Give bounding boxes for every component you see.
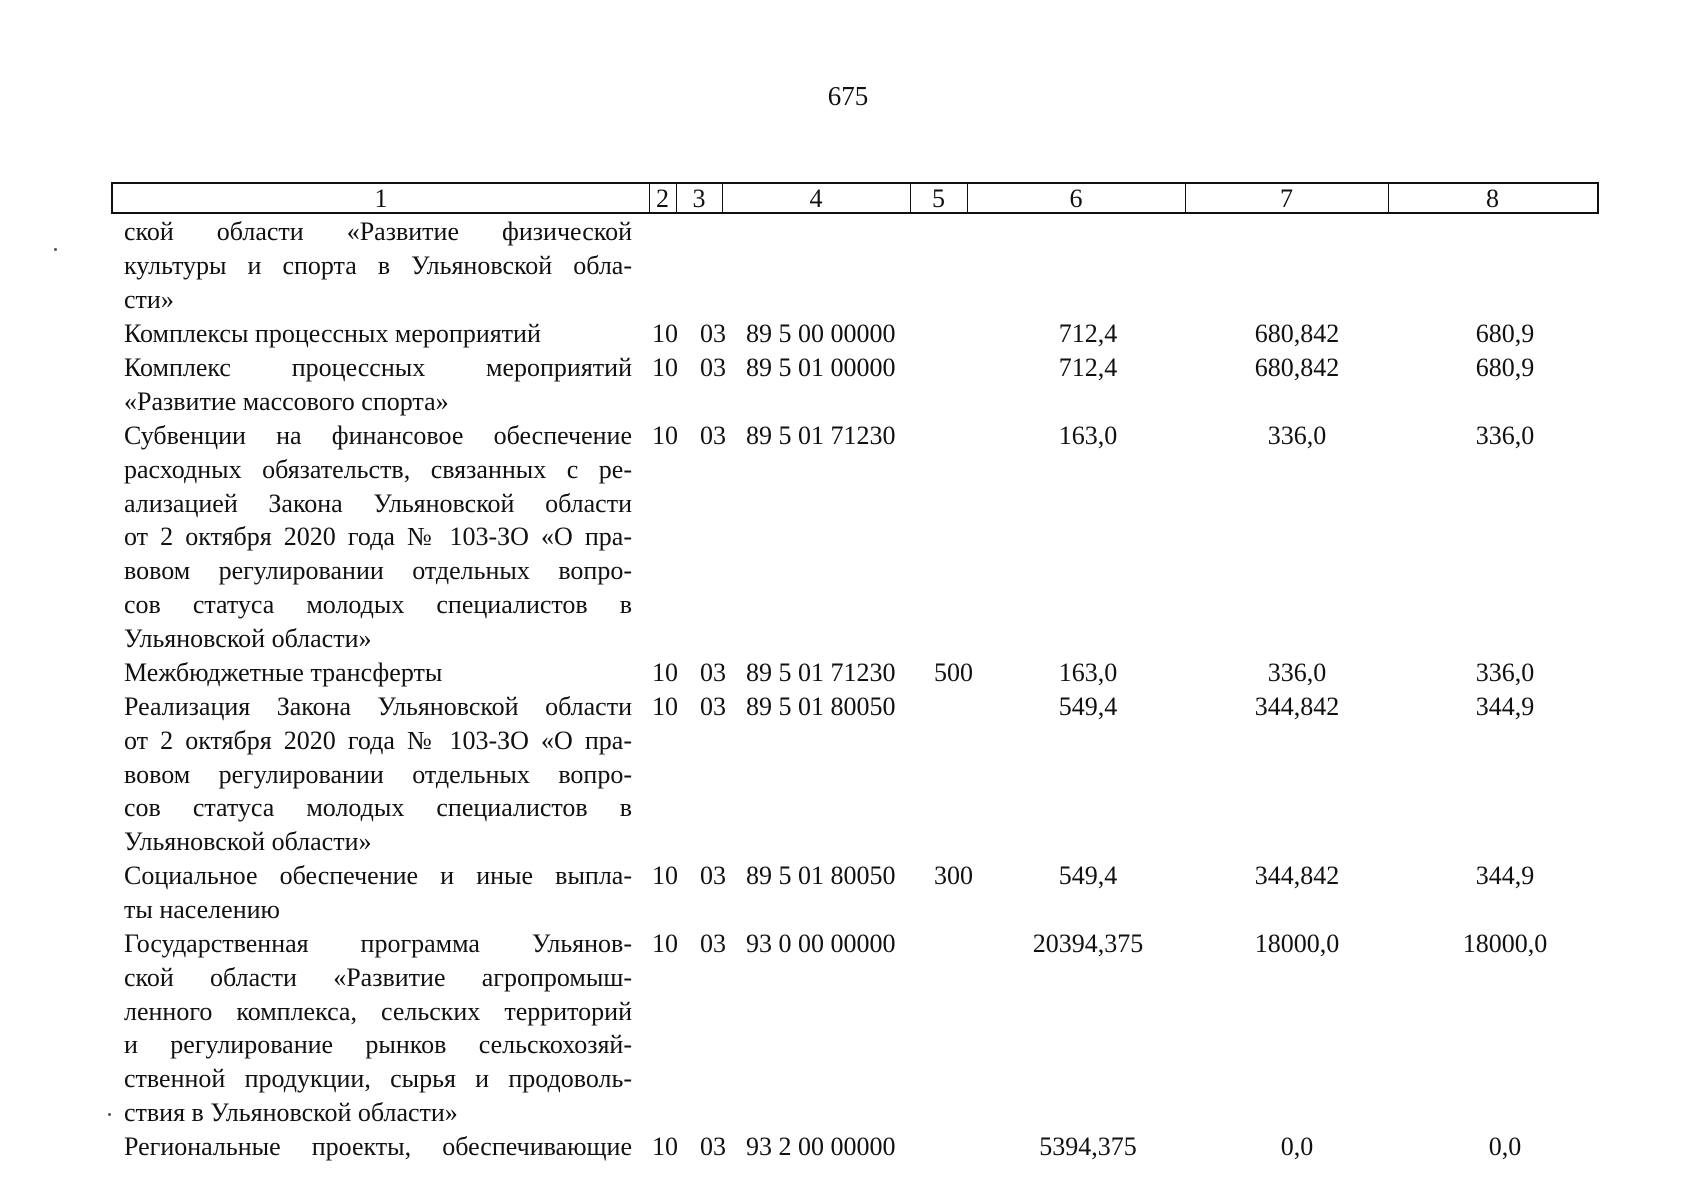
row-subsection: 03: [700, 1132, 726, 1161]
row-name-line: Региональные проекты, обеспечивающие: [124, 1132, 632, 1161]
header-col-5: 5: [932, 184, 945, 213]
header-col-6: 6: [1069, 184, 1083, 213]
row-amount-col7: 18000,0: [1254, 929, 1340, 958]
row-section: 10: [652, 929, 678, 958]
row-amount-col6: 163,0: [1058, 658, 1118, 687]
row-amount-col6: 712,4: [1058, 353, 1118, 382]
row-amount-col7: 0,0: [1280, 1132, 1314, 1161]
row-expense-type: 500: [934, 658, 973, 687]
row-target-code: 93 2 00 00000: [746, 1132, 896, 1161]
row-name: [124, 927, 632, 1130]
row-amount-col7: 680,842: [1254, 319, 1340, 348]
header-col-1: 1: [374, 184, 388, 213]
row-name: [124, 690, 632, 859]
row-name: [124, 859, 632, 927]
row-amount-col8: 680,9: [1475, 353, 1535, 382]
row-name-line: «Развитие массового спорта»: [124, 386, 449, 416]
row-amount-col8: 18000,0: [1462, 929, 1548, 958]
row-name-line: ленного комплекса, сельских территорий: [124, 996, 632, 1026]
row-name-line: вовом регулировании отдельных вопро-: [124, 556, 632, 586]
row-subsection: 03: [700, 658, 726, 687]
row-name-line: сти»: [124, 284, 174, 314]
row-amount-col8: 344,9: [1475, 861, 1535, 890]
row-amount-col8: 680,9: [1475, 319, 1535, 348]
row-amount-col8: 336,0: [1475, 658, 1535, 687]
row-amount-col6: 549,4: [1058, 861, 1118, 890]
row-name-line: Реализация Закона Ульяновской области: [124, 692, 632, 721]
scan-speck: [108, 1113, 111, 1116]
row-expense-type: 300: [934, 861, 973, 890]
row-name-line: Комплекс процессных мероприятий: [124, 353, 632, 382]
row-name-line: ствия в Ульяновской области»: [124, 1097, 458, 1127]
row-name-line: и регулирование рынков сельскохозяй-: [124, 1030, 632, 1060]
row-amount-col6: 5394,375: [1039, 1132, 1137, 1161]
row-subsection: 03: [700, 929, 726, 958]
row-amount-col8: 344,9: [1475, 692, 1535, 721]
row-amount-col6: 163,0: [1058, 421, 1118, 450]
row-amount-col7: 680,842: [1254, 353, 1340, 382]
row-name: [124, 351, 632, 419]
row-name-line: от 2 октября 2020 года № 103-ЗО «О пра-: [124, 725, 632, 755]
row-amount-col8: 0,0: [1488, 1132, 1522, 1161]
row-amount-col6: 20394,375: [1032, 929, 1144, 958]
row-amount-col7: 344,842: [1254, 861, 1340, 890]
row-amount-col6: 712,4: [1058, 319, 1118, 348]
row-name-line: Социальное обеспечение и иные выпла-: [124, 861, 632, 890]
row-target-code: 89 5 01 80050: [746, 692, 896, 721]
row-amount-col8: 336,0: [1475, 421, 1535, 450]
scan-speck: [54, 248, 57, 251]
row-section: 10: [652, 861, 678, 890]
row-target-code: 93 0 00 00000: [746, 929, 896, 958]
row-target-code: 89 5 01 71230: [746, 658, 896, 687]
row-target-code: 89 5 00 00000: [746, 319, 896, 348]
row-name: [124, 656, 632, 690]
row-subsection: 03: [700, 319, 726, 348]
row-section: 10: [652, 421, 678, 450]
row-name-line: Субвенции на финансовое обеспечение: [124, 421, 632, 450]
row-target-code: 89 5 01 00000: [746, 353, 896, 382]
row-amount-col7: 336,0: [1267, 658, 1327, 687]
row-name-line: вовом регулировании отдельных вопро-: [124, 759, 632, 789]
row-subsection: 03: [700, 421, 726, 450]
row-name-line: Ульяновской области»: [124, 623, 372, 653]
header-col-2: 2: [656, 184, 669, 213]
row-section: 10: [652, 658, 678, 687]
row-name: [124, 1130, 632, 1164]
row-section: 10: [652, 319, 678, 348]
row-amount-col6: 549,4: [1058, 692, 1118, 721]
header-col-8: 8: [1486, 184, 1499, 213]
row-amount-col7: 336,0: [1267, 421, 1327, 450]
row-name: [124, 419, 632, 656]
row-name-line: Ульяновской области»: [124, 827, 372, 857]
row-name-line: ской области «Развитие агропромыш-: [124, 962, 632, 992]
row-name-line: Комплексы процессных мероприятий: [124, 319, 541, 348]
row-name: [124, 215, 632, 316]
page-number: 675: [827, 81, 869, 111]
header-col-4: 4: [809, 184, 823, 213]
row-name-line: сов статуса молодых специалистов в: [124, 793, 632, 823]
row-name-line: Государственная программа Ульянов-: [124, 929, 632, 958]
row-section: 10: [652, 353, 678, 382]
row-subsection: 03: [700, 861, 726, 890]
row-name-line: Межбюджетные трансферты: [124, 658, 443, 687]
row-name: [124, 317, 632, 351]
row-name-line: культуры и спорта в Ульяновской обла-: [124, 250, 632, 280]
row-name-line: ственной продукции, сырья и продоволь-: [124, 1064, 632, 1094]
row-subsection: 03: [700, 353, 726, 382]
row-name-line: ты населению: [124, 894, 280, 924]
row-subsection: 03: [700, 692, 726, 721]
row-section: 10: [652, 1132, 678, 1161]
header-col-7: 7: [1280, 184, 1293, 213]
row-name-line: расходных обязательств, связанных с ре-: [124, 454, 632, 484]
table-header: [111, 182, 1599, 214]
row-target-code: 89 5 01 80050: [746, 861, 896, 890]
row-name-line: ской области «Развитие физической: [124, 217, 632, 246]
row-amount-col7: 344,842: [1254, 692, 1340, 721]
header-col-3: 3: [692, 184, 706, 213]
row-name-line: сов статуса молодых специалистов в: [124, 589, 632, 619]
row-name-line: от 2 октября 2020 года № 103-ЗО «О пра-: [124, 522, 632, 552]
row-name-line: ализацией Закона Ульяновской области: [124, 488, 632, 518]
row-section: 10: [652, 692, 678, 721]
row-target-code: 89 5 01 71230: [746, 421, 896, 450]
